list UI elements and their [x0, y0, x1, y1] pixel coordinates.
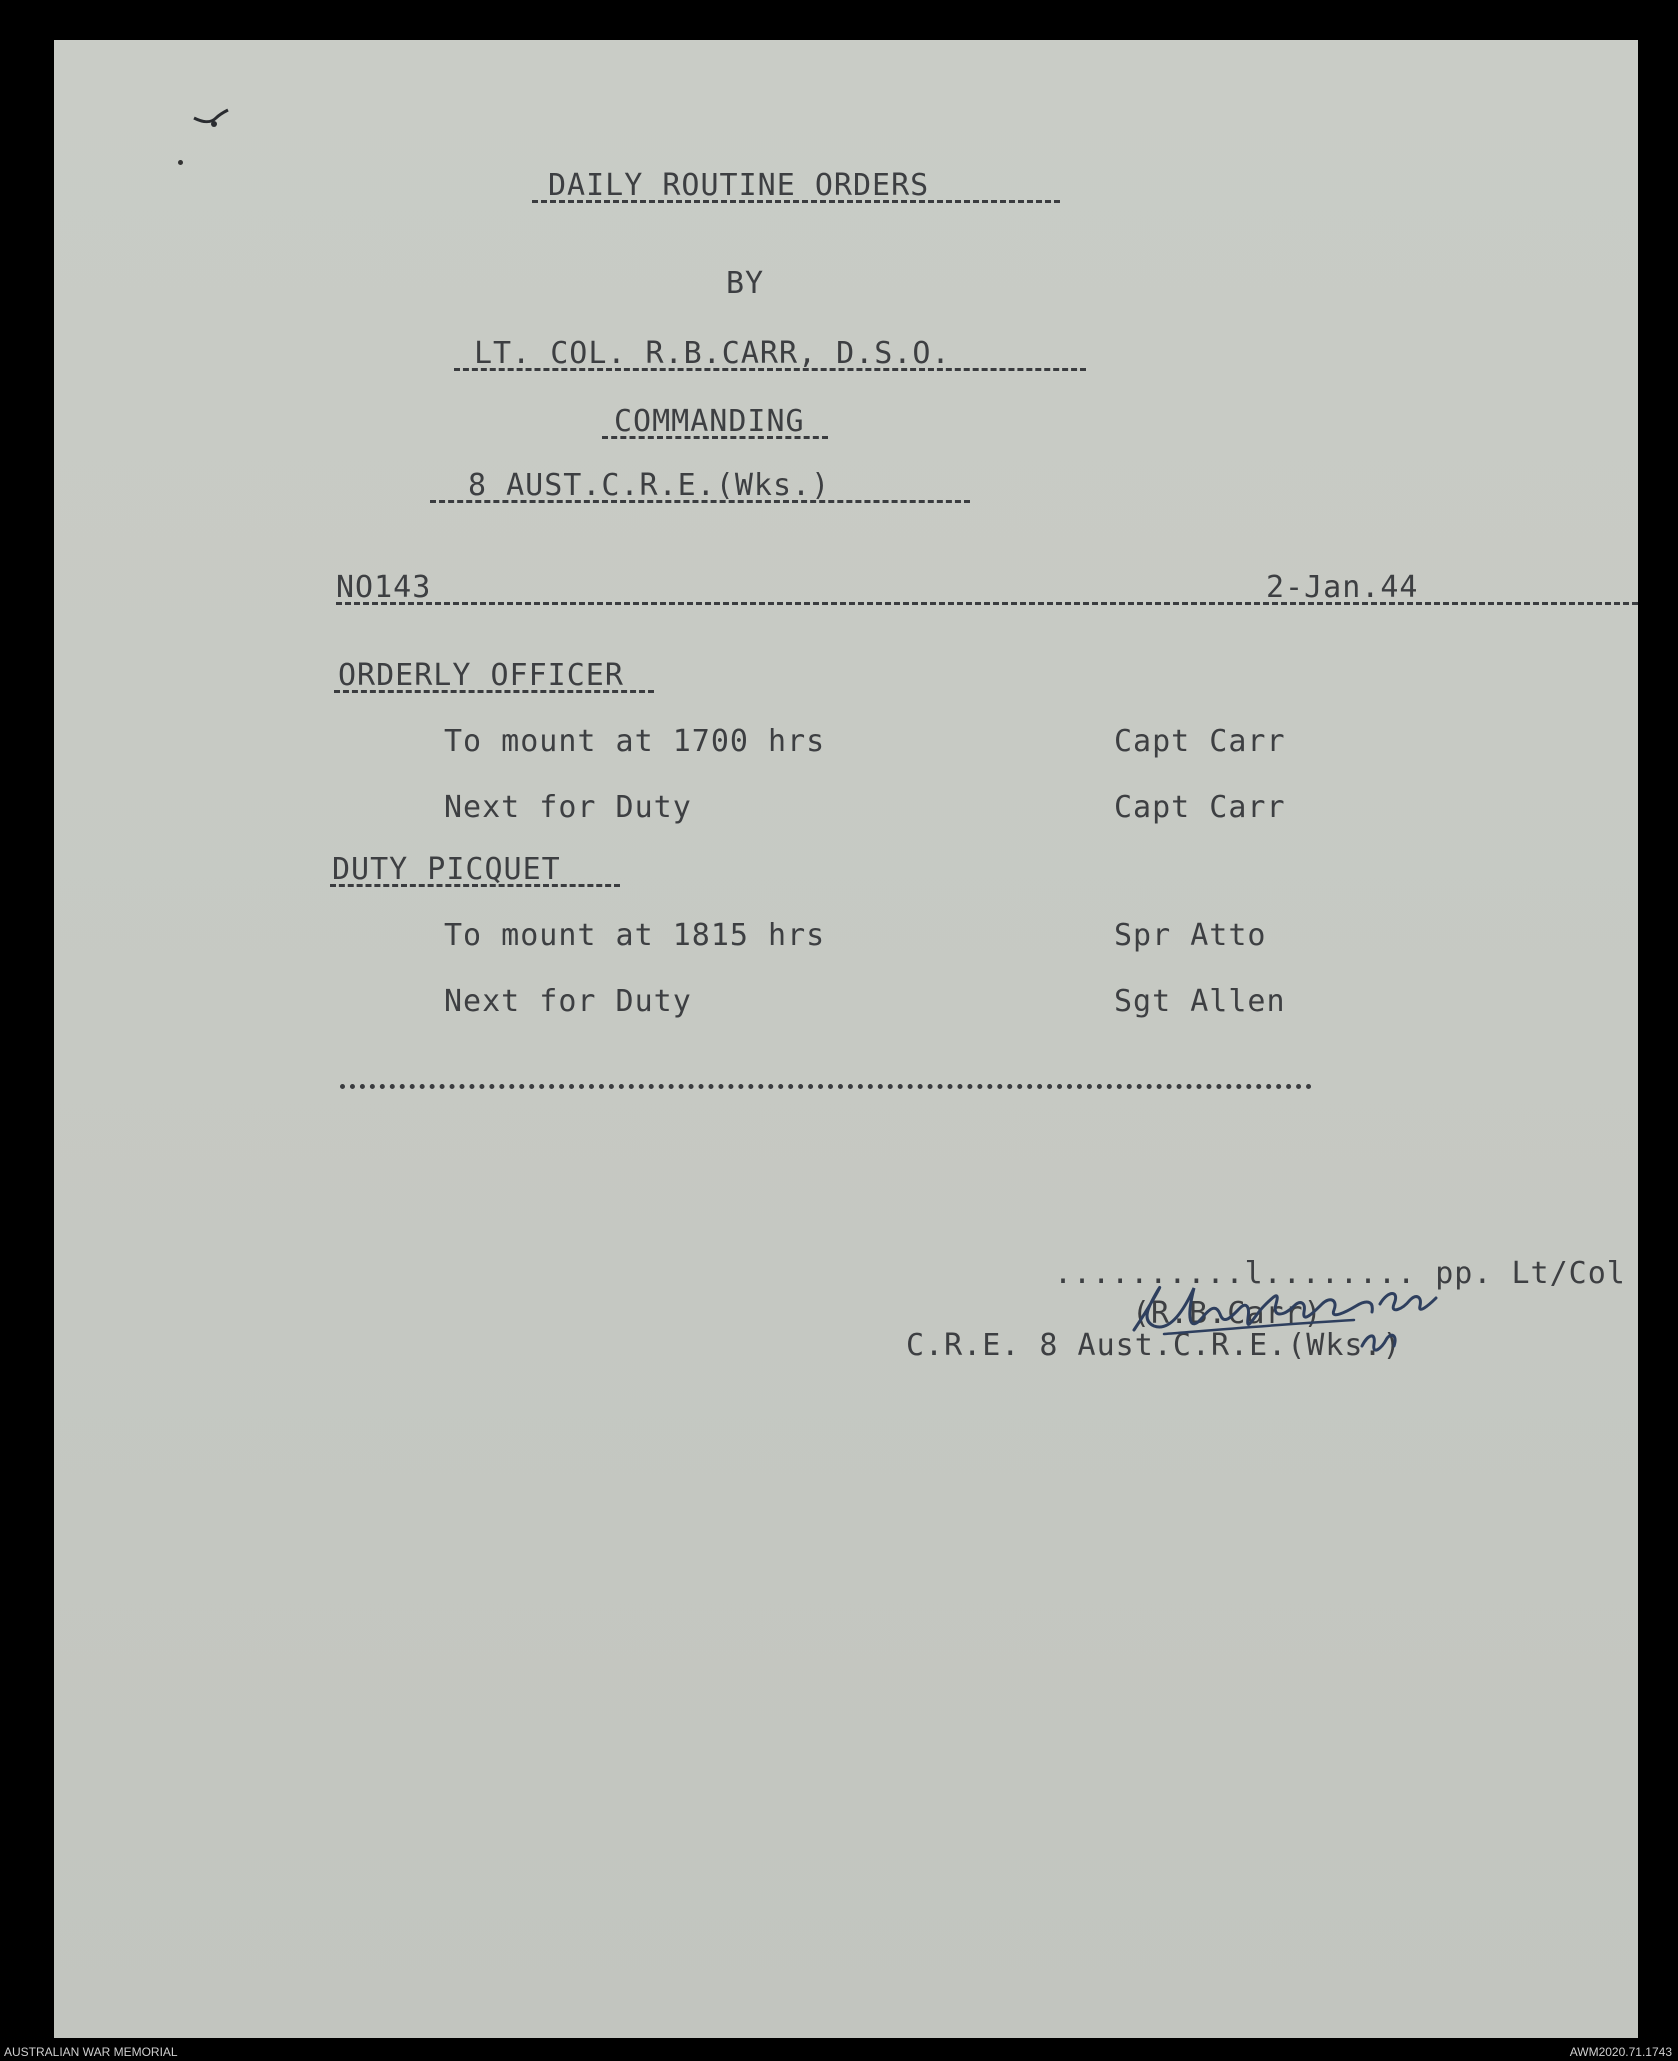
signatory-name: (R.B.Carr)	[1132, 1296, 1323, 1331]
number-date-rule	[336, 602, 1638, 605]
row-value: Sgt Allen	[1114, 984, 1286, 1019]
section-heading-duty-picquet: DUTY PICQUET	[332, 852, 561, 887]
dotted-separator	[340, 1084, 1312, 1089]
document-title: DAILY ROUTINE ORDERS	[548, 168, 930, 203]
unit-underline	[430, 500, 970, 503]
order-number: NO143	[336, 570, 432, 605]
row-value: Spr Atto	[1114, 918, 1267, 953]
document-paper	[54, 40, 1638, 2038]
handwritten-signature	[1124, 1260, 1454, 1370]
row-label: To mount at 1815 hrs	[444, 918, 826, 953]
footer-accession-number: AWM2020.71.1743	[1569, 2045, 1672, 2059]
duty-picquet-underline	[330, 884, 620, 887]
by-line: BY	[726, 266, 765, 301]
title-underline	[532, 200, 1060, 203]
commanding-underline	[602, 436, 828, 439]
row-value: Capt Carr	[1114, 724, 1286, 759]
paper-speck	[178, 160, 183, 165]
commanding-label: COMMANDING	[614, 404, 805, 439]
signatory-unit: C.R.E. 8 Aust.C.R.E.(Wks.)	[906, 1328, 1402, 1363]
footer-archive-label: AUSTRALIAN WAR MEMORIAL	[4, 2045, 178, 2059]
signature-line: ..........l........ pp. Lt/Col	[1054, 1256, 1626, 1291]
orderly-officer-underline	[334, 690, 654, 693]
officer-underline	[454, 368, 1086, 371]
row-label: Next for Duty	[444, 984, 692, 1019]
row-value: Capt Carr	[1114, 790, 1286, 825]
paper-mark	[192, 108, 232, 138]
order-date: 2-Jan.44	[1266, 570, 1419, 605]
row-label: Next for Duty	[444, 790, 692, 825]
section-heading-orderly-officer: ORDERLY OFFICER	[338, 658, 624, 693]
row-label: To mount at 1700 hrs	[444, 724, 826, 759]
officer-name: LT. COL. R.B.CARR, D.S.O.	[474, 336, 951, 371]
unit-name: 8 AUST.C.R.E.(Wks.)	[468, 468, 831, 503]
